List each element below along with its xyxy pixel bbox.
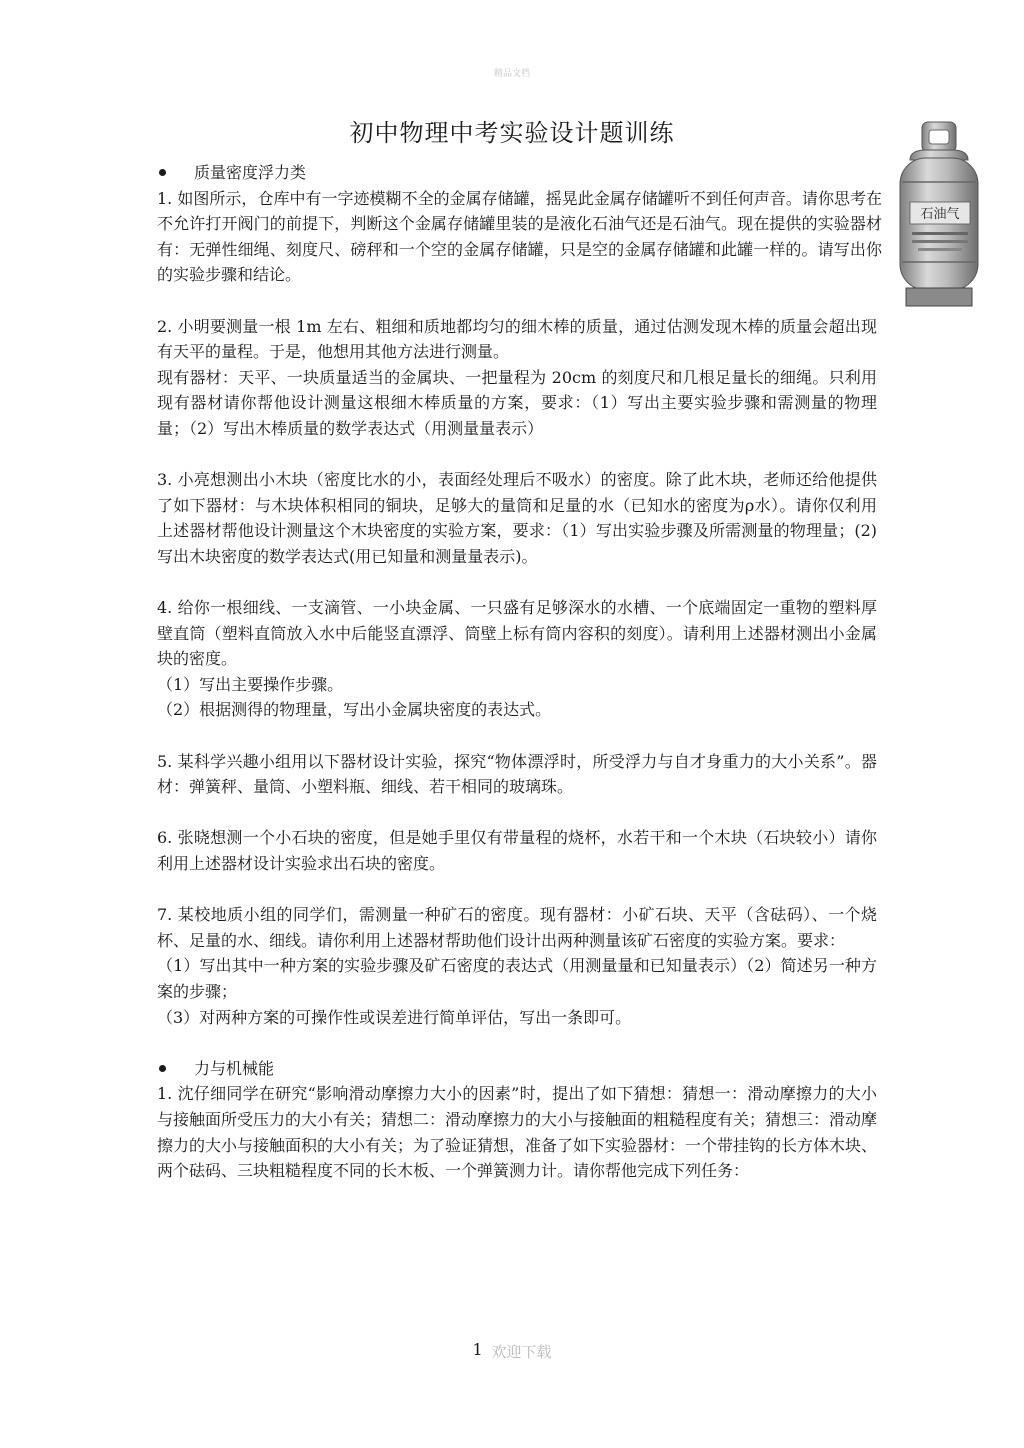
- header-watermark: 精品文档: [493, 69, 530, 79]
- cylinder-label-text: 石油气: [920, 207, 960, 222]
- section-heading-mechanics: [157, 1056, 877, 1082]
- page-number: 1: [472, 1340, 483, 1359]
- page-title: 初中物理中考实验设计题训练: [349, 119, 675, 147]
- section-heading-density: [157, 160, 877, 186]
- question-7: 7. 某校地质小组的同学们，需测量一种矿石的密度。现有器材：小矿石块、天平（含砝码）、一个烧杯、足量的水、细线。请你利用上述器材帮助他们设计出两种测量该矿石密度的实验方案。要求： （1）写出其中一种方案的实验步骤及矿石密度的表达式（用测量量和已知量表示）（2）简述另一种方案的步骤； （3）对两种方案的可操作性或误差进行简单评估，写出一条即可。: [157, 905, 877, 1027]
- section-title: 力与机械能: [194, 1058, 275, 1078]
- document-body: [157, 160, 882, 1184]
- bullet-icon: [159, 1065, 166, 1072]
- question-3: 3. 小亮想测出小木块（密度比水的小，表面经处理后不吸水）的密度。除了此木块，老师还给他提供了如下器材：与木块体积相同的铜块，足够大的量筒和足量的水（已知水的密度为ρ水）。请你仅利用上述器材帮他设计测量这个木块密度的实验方案，要求：（1）写出实验步骤及所需测量的物理量；(2)写出木块密度的数学表达式(用已知量和测量量表示)。: [157, 470, 877, 566]
- footer-note: 欢迎下载: [491, 1343, 552, 1361]
- gas-cylinder-figure: [896, 120, 982, 308]
- section-title: 质量密度浮力类: [194, 163, 307, 182]
- page-footer: [0, 1340, 1024, 1362]
- question-1: 1. 如图所示，仓库中有一字迹模糊不全的金属存储罐，摇晃此金属存储罐听不到任何声音。请你思考在不允许打开阀门的前提下，判断这个金属存储罐里装的是液化石油气还是石油气。现在提供的实验器材有：无弹性细绳、刻度尺、磅秤和一个空的金属存储罐，只是空的金属存储罐和此罐一样的。请写出你的实验步骤和结论。: [157, 188, 882, 285]
- question-2: 2. 小明要测量一根 1m 左右、粗细和质地都均匀的细木棒的质量，通过估测发现木棒的质量会超出现有天平的量程。于是，他想用其他方法进行测量。 现有器材：天平、一块质量适当的金属块、一把量程为 20cm 的刻度尺和几根足量长的细绳。只利用现有器材请你帮他设计测量这根细木棒质量的方案，要求：（1）写出主要实验步骤和需测量的物理量；（2）写出木棒质量的数学表达式（用测量量表示）: [157, 316, 877, 438]
- bullet-icon: [159, 169, 166, 176]
- question-5: 5. 某科学兴趣小组用以下器材设计实验，探究“物体漂浮时，所受浮力与自才身重力的大小关系”。器材：弹簧秤、量筒、小塑料瓶、细线、若干相同的玻璃珠。: [157, 751, 877, 797]
- question-4: 4. 给你一根细线、一支滴管、一小块金属、一只盛有足够深水的水槽、一个底端固定一重物的塑料厚壁直筒（塑料直筒放入水中后能竖直漂浮、筒壁上标有筒内容积的刻度）。请利用上述器材测出小金属块的密度。 （1）写出主要操作步骤。 （2）根据测得的物理量，写出小金属块密度的表达式。: [157, 598, 877, 720]
- question-mechanics-1: 1. 沈仔细同学在研究“影响滑动摩擦力大小的因素”时，提出了如下猜想：猜想一：滑动摩擦力的大小与接触面所受压力的大小有关；猜想二：滑动摩擦力的大小与接触面的粗糙程度有关；猜想三：滑动摩擦力的大小与接触面积的大小有关；为了验证猜想，准备了如下实验器材：一个带挂钩的长方体木块、两个砝码、三块粗糙程度不同的长木板、一个弹簧测力计。请你帮他完成下列任务：: [157, 1084, 878, 1181]
- question-6: 6. 张晓想测一个小石块的密度，但是她手里仅有带量程的烧杯，水若干和一个木块（石块较小）请你利用上述器材设计实验求出石块的密度。: [157, 828, 877, 874]
